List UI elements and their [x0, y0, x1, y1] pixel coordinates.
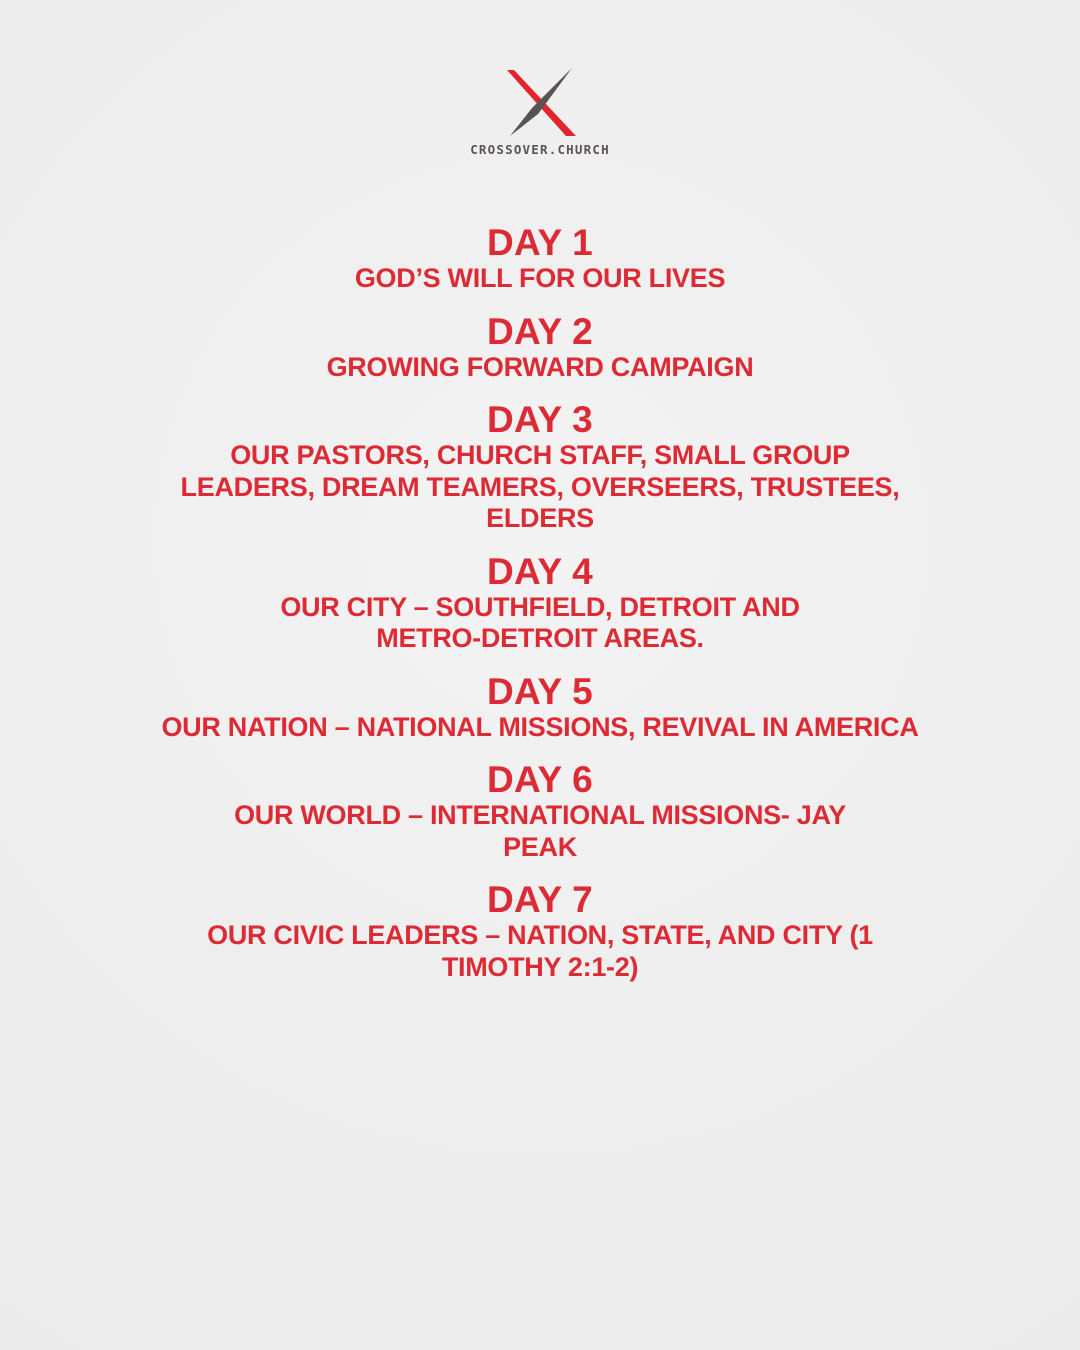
day-item: [140, 400, 940, 535]
day-item: [140, 760, 940, 863]
day-label: DAY 7: [487, 879, 593, 920]
day-description: OUR PASTORS, CHURCH STAFF, SMALL GROUP LEADERS, DREAM TEAMERS, OVERSEERS, TRUSTEES, ELDERS: [180, 440, 900, 533]
day-description: OUR CIVIC LEADERS – NATION, STATE, AND CITY (1 TIMOTHY 2:1-2): [207, 920, 873, 982]
church-logo: [0, 68, 1080, 157]
day-description: OUR WORLD – INTERNATIONAL MISSIONS- JAY PEAK: [234, 800, 846, 862]
day-item: [140, 223, 940, 295]
day-description: OUR NATION – NATIONAL MISSIONS, REVIVAL IN AMERICA: [161, 711, 919, 742]
day-description: OUR CITY – SOUTHFIELD, DETROIT AND METRO-DETROIT AREAS.: [280, 591, 800, 653]
x-cross-logo-icon: [502, 68, 578, 140]
day-label: DAY 4: [487, 550, 593, 592]
day-description: GROWING FORWARD CAMPAIGN: [326, 351, 754, 382]
day-item: [140, 672, 940, 744]
day-label: DAY 6: [487, 759, 593, 800]
logo-wordmark: CROSSOVER.CHURCH: [470, 142, 610, 157]
day-description: GOD’S WILL FOR OUR LIVES: [354, 263, 726, 293]
day-label: DAY 3: [487, 399, 593, 440]
day-item: [140, 552, 940, 655]
day-label: DAY 5: [487, 670, 593, 712]
day-label: DAY 2: [487, 310, 593, 352]
day-item: [140, 312, 940, 384]
day-item: [140, 880, 940, 983]
prayer-schedule: [140, 223, 940, 1000]
day-label: DAY 1: [487, 222, 593, 263]
